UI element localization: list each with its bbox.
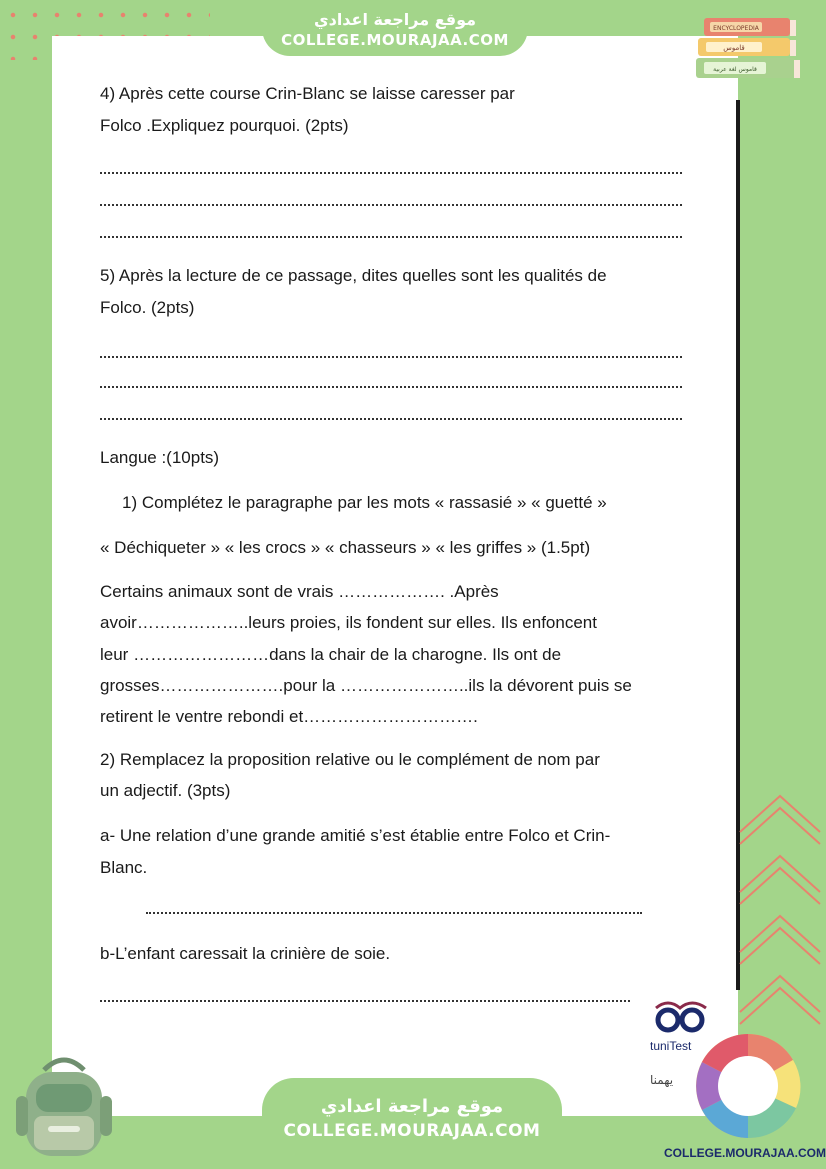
- book-label-2: قاموس: [723, 44, 745, 52]
- question-5-line-1: 5) Après la lecture de ce passage, dites quelles sont les qualités de: [100, 266, 607, 285]
- section-langue: Langue :(10pts): [100, 448, 220, 467]
- answer-line: [146, 912, 642, 914]
- item-b-line-1: b-L’enfant caressait la crinière de soie.: [100, 944, 391, 963]
- chevrons-decoration: [734, 790, 826, 1040]
- exercise-2-line-1: 2) Remplacez la proposition relative ou le complément de nom par: [100, 750, 600, 769]
- answer-line: [100, 386, 682, 388]
- answer-line: [100, 418, 682, 420]
- site-name-arabic: موقع مراجعة اعدادي: [313, 10, 477, 29]
- tunitest-tagline: يهمنا: [650, 1073, 674, 1087]
- paragraph-line-5: retirent le ventre rebondi et………………………….: [100, 707, 478, 726]
- paragraph-line-1: Certains animaux sont de vrais ………………. .Après: [100, 582, 499, 601]
- tunitest-name: tuniTest: [650, 1039, 692, 1053]
- footer-site-banner-url[interactable]: COLLEGE.MOURAJAA.COM: [283, 1121, 541, 1141]
- question-4-line-1: 4) Après cette course Crin-Blanc se laisse caresser par: [100, 84, 515, 103]
- answer-line: [100, 236, 682, 238]
- footer-site-name-arabic: موقع مراجعة اعدادي: [320, 1096, 504, 1117]
- book-label-3: قاموس لغة عربية: [713, 66, 757, 73]
- answer-line: [100, 204, 682, 206]
- answer-line: [100, 356, 682, 358]
- paragraph-line-2: avoir………………..leurs proies, ils fondent sur elles. Ils enfoncent: [100, 613, 597, 632]
- item-a-line-1: a- Une relation d’une grande amitié s’est établie entre Folco et Crin-: [100, 826, 611, 845]
- site-banner-top: [262, 0, 528, 56]
- footer-site-url[interactable]: COLLEGE.MOURAJAA.COM: [664, 1146, 826, 1160]
- exercise-2-line-2: un adjectif. (3pts): [100, 781, 231, 800]
- backpack-icon: [14, 1050, 114, 1160]
- site-banner-bottom: [262, 1078, 562, 1169]
- site-url[interactable]: COLLEGE.MOURAJAA.COM: [281, 31, 509, 49]
- paragraph-line-3: leur ……………………dans la chair de la charogne. Ils ont de: [100, 645, 562, 664]
- books-icon: [694, 12, 804, 92]
- exercise-1-line-2: « Déchiqueter » « les crocs » « chasseurs » « les griffes » (1.5pt): [100, 538, 591, 557]
- answer-line: [100, 172, 682, 174]
- answer-line: [100, 1000, 630, 1002]
- question-5-line-2: Folco. (2pts): [100, 298, 195, 317]
- question-4-line-2: Folco .Expliquez pourquoi. (2pts): [100, 116, 349, 135]
- exercise-1-line-1: 1) Complétez le paragraphe par les mots « rassasié » « guetté »: [122, 493, 607, 512]
- subjects-wheel-icon: [690, 1024, 820, 1146]
- paragraph-line-4: grosses………………….pour la …………………..ils la dévorent puis se: [100, 676, 632, 695]
- item-a-line-2: Blanc.: [100, 858, 148, 877]
- book-label-1: ENCYCLOPEDIA: [713, 25, 759, 32]
